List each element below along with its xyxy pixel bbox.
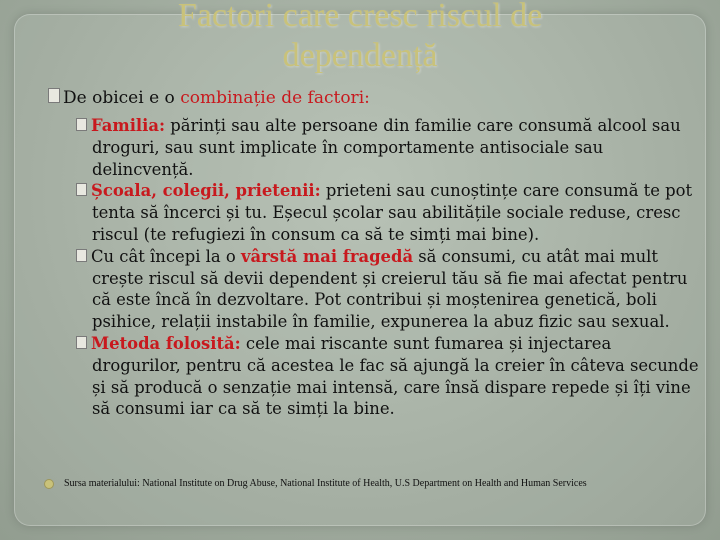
item-label: Metoda folosită:: [91, 333, 241, 353]
intro-bullet: [48, 88, 688, 108]
title-line-1: Factori care cresc riscul de: [177, 0, 543, 34]
list-item-method: [76, 333, 700, 420]
item-pre: Cu cât începi la o: [91, 246, 241, 266]
bullet-box-icon: [76, 336, 87, 349]
circle-bullet-icon: [44, 479, 54, 489]
factor-list: [76, 115, 700, 420]
title-line-2: dependență: [282, 37, 438, 74]
item-label: Familia:: [91, 116, 166, 135]
list-item-family: [76, 115, 700, 180]
item-text: să consumi, cu atât mai mult crește riscul să devii dependent și creierul tău să fie mai afectat pentru că este încă în dezvoltare. Pot contribui și moștenirea genetică, boli psihice, relații instabile în familie, expunerea la abuz fizic sau sexual.: [92, 246, 688, 332]
intro-text: De obicei e o: [63, 88, 181, 108]
bullet-box-icon: [76, 118, 87, 131]
list-item-school: [76, 180, 700, 245]
item-label: Școala, colegii, prietenii:: [91, 181, 321, 201]
bullet-box-icon: [76, 183, 87, 196]
item-text: cele mai riscante sunt fumarea și injectarea drogurilor, pentru că acestea le fac să ajungă la creier în câteva secunde și să producă o senzație mai intensă, care însă dispare repede și îți vine să consumi iar ca să te simți la bine.: [92, 333, 699, 419]
source-text: Sursa materialului: National Institute on Drug Abuse, National Institute of Health, U.S Department on Health and Human Services: [64, 478, 587, 489]
bullet-box-icon: [76, 249, 87, 262]
list-item-age: [76, 246, 700, 333]
item-label: vârstă mai fragedă: [240, 246, 414, 266]
item-text: părinți sau alte persoane din familie care consumă alcool sau droguri, sau sunt implicate în comportamente antisociale sau delincvență.: [92, 116, 681, 179]
intro-highlight: combinație de factori:: [180, 88, 370, 108]
slide-title: [0, 0, 720, 76]
source-note: [44, 478, 664, 489]
bullet-box-icon: [48, 88, 60, 103]
item-text: prieteni sau cunoștințe care consumă te pot tenta să încerci și tu. Eșecul școlar sau abilitățile sociale reduse, cresc riscul (te refugiezi în consum ca să te simți mai bine).: [92, 181, 693, 244]
